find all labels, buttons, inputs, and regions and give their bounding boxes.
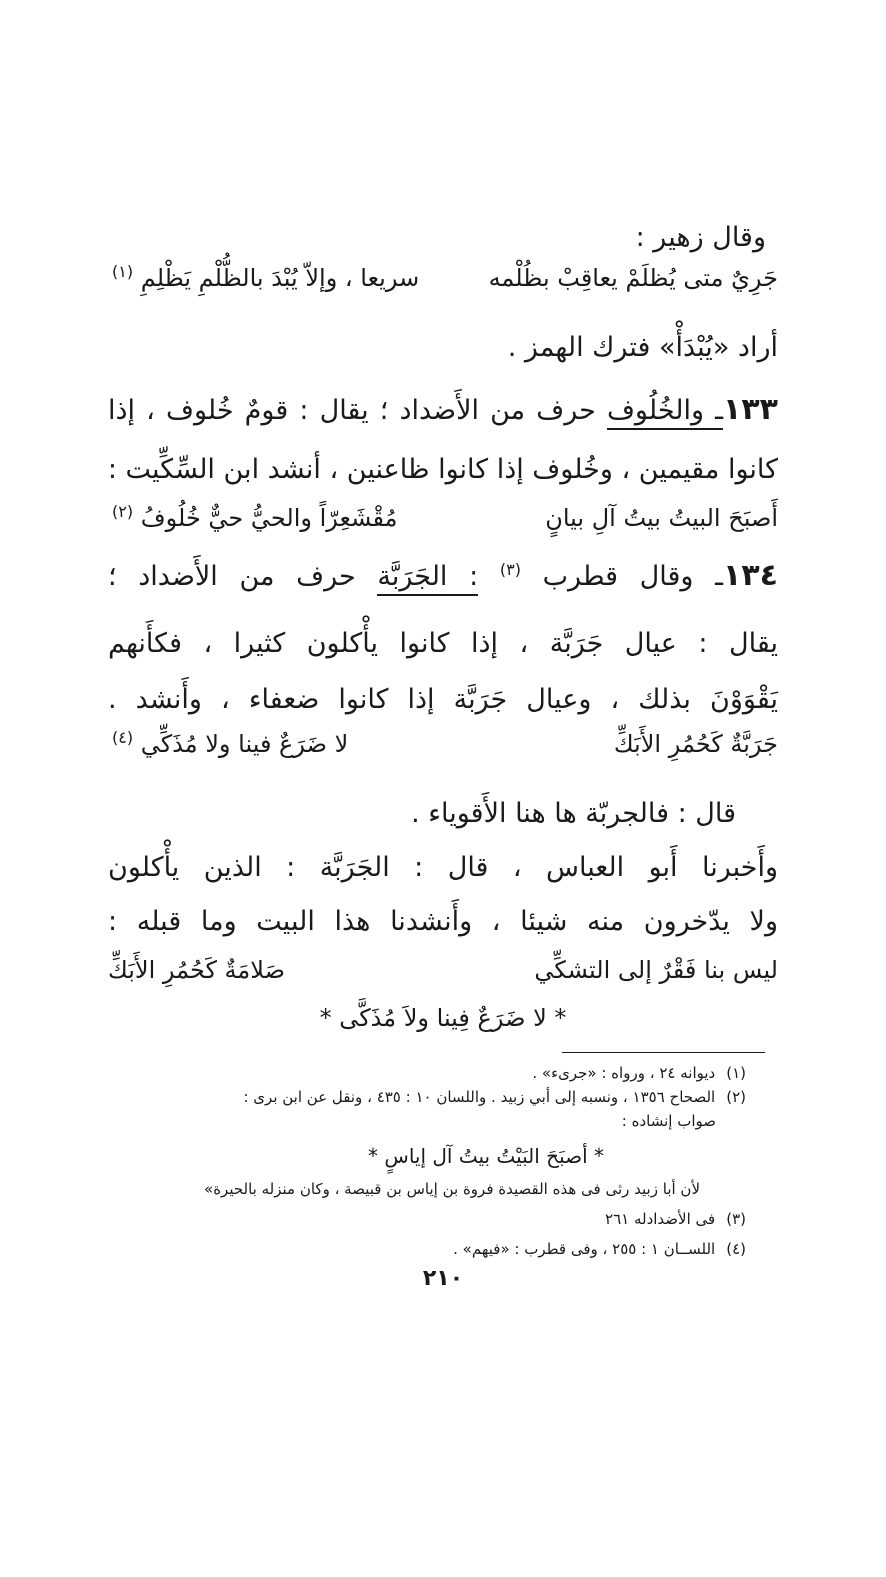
text-line-irad: أراد «يُبْدَأْ» فترك الهمز . bbox=[507, 332, 778, 363]
entry-number-133: ١٣٣ bbox=[723, 392, 778, 427]
text-line-yaqwawna: يَقْوَوْنَ بذلك ، وعيال جَرَبَّة إذا كانوا ضعفاء ، وأَنشد . bbox=[108, 684, 778, 715]
verse-line-1 bbox=[108, 262, 778, 292]
verse-4-second-hemistich bbox=[108, 956, 285, 984]
entry-133-heading-line bbox=[108, 392, 778, 427]
footnote-2-explanation: لأن أبا زبيد رثى فى هذه القصيدة فروة بن إياس بن قبيصة ، وكان منزله بالحيرة» bbox=[204, 1180, 700, 1198]
verse-1-second-hemistich bbox=[108, 262, 419, 292]
verse-line-4 bbox=[108, 956, 778, 984]
verse-4-first-text: ليس بنا فَقْرٌ إلى التشكِّي bbox=[534, 956, 778, 984]
footnote-4-text: اللســان ١ : ٢٥٥ ، وفى قطرب : «فيهم» . bbox=[453, 1240, 716, 1258]
verse-1-second-text: سريعا ، وإلاّ يُبْدَ بالظُّلْمِ يَظْلِمِ bbox=[140, 264, 420, 292]
verse-2-second-text: مُقْشَعِرّاً والحيُّ حيٌّ خُلُوفُ bbox=[140, 504, 398, 532]
page-number: ٢١٠ bbox=[422, 1266, 464, 1291]
verse-1-first-text: جَرِيٌ متى يُظلَمْ يعاقِبْ بظُلْمه bbox=[488, 264, 778, 292]
verse-1-first-hemistich bbox=[489, 264, 778, 292]
verse-2-second-hemistich bbox=[108, 502, 397, 532]
footnote-ref-4: (٤) bbox=[112, 728, 134, 747]
footnote-2 bbox=[243, 1088, 746, 1106]
verse-4-first-hemistich bbox=[534, 956, 778, 984]
footnote-separator bbox=[562, 1052, 765, 1053]
text-line-akhbarana: وأَخبرنا أَبو العباس ، قال : الجَرَبَّة : الذين يأْكلون bbox=[108, 852, 778, 883]
entry-134-heading-line bbox=[108, 558, 778, 593]
verse-line-3 bbox=[108, 728, 778, 758]
entry-134-lead: ـ وقال قطرب bbox=[542, 561, 724, 592]
footnote-ref-1: (١) bbox=[112, 262, 134, 281]
verse-3-first-text: جَرَبَّةٌ كَحُمُرِ الأَبَكِّ bbox=[613, 730, 778, 758]
entry-133-text: حرف من الأَضداد ؛ يقال : قومٌ خُلوف ، إذا bbox=[108, 395, 596, 426]
footnote-3 bbox=[605, 1210, 746, 1228]
footnote-3-number: (٣) bbox=[726, 1210, 746, 1228]
text-line-yuqal: يقال : عيال جَرَبَّة ، إذا كانوا يأْكلون كثيرا ، فكأَنهم bbox=[108, 628, 778, 659]
footnote-3-text: فى الأضدادله ٢٦١ bbox=[605, 1210, 716, 1228]
footnote-4 bbox=[453, 1240, 746, 1258]
verse-2-first-hemistich bbox=[545, 504, 778, 532]
verse-3-second-hemistich bbox=[108, 728, 348, 758]
verse-2-first-text: أَصبَحَ البيتُ بيتُ آلِ بيانٍ bbox=[545, 504, 778, 532]
entry-number-134: ١٣٤ bbox=[723, 558, 778, 593]
verse-3-first-hemistich bbox=[614, 730, 778, 758]
entry-134-text: حرف من الأَضداد ؛ bbox=[108, 561, 356, 592]
text-line-wala: ولا يدّخرون منه شيئا ، وأَنشدنا هذا البيت وما قبله : bbox=[108, 906, 778, 937]
footnote-2-number: (٢) bbox=[726, 1088, 746, 1106]
footnote-4-number: (٤) bbox=[726, 1240, 746, 1258]
text-line-qala: قال : فالجربّة ها هنا الأَقوياء . bbox=[411, 798, 736, 829]
footnote-ref-3: (٣) bbox=[499, 560, 521, 579]
footnote-ref-2: (٢) bbox=[112, 502, 134, 521]
entry-134-term: : الجَرَبَّة bbox=[377, 561, 478, 596]
footnote-1-text: ديوانه ٢٤ ، ورواه : «جرىء» . bbox=[532, 1064, 716, 1082]
verse-4-second-text: صَلامَةٌ كَحُمُرِ الأَبَكِّ bbox=[108, 956, 285, 984]
footnote-1 bbox=[532, 1064, 746, 1082]
footnote-2-continuation: صواب إنشاده : bbox=[621, 1112, 716, 1130]
footnote-2-text: الصحاح ١٣٥٦ ، ونسبه إلى أبي زبيد . واللسان ١٠ : ٤٣٥ ، ونقل عن ابن برى : bbox=[243, 1088, 716, 1106]
verse-3-second-text: لا ضَرَعٌ فينا ولا مُذَكِّي bbox=[140, 730, 349, 758]
verse-line-2 bbox=[108, 502, 778, 532]
footnote-2-verse: * أصبَحَ البَيْتُ بيتُ آل إياسٍ * bbox=[368, 1144, 604, 1168]
intro-line: وقال زهير : bbox=[635, 222, 766, 253]
footnote-1-number: (١) bbox=[726, 1064, 746, 1082]
verse-line-4b: * لا ضَرَعٌ فِينا ولاَ مُذَكَّى * bbox=[319, 1004, 567, 1032]
entry-133-term: ـ والخُلُوف bbox=[607, 395, 723, 430]
text-line-kanu: كانوا مقيمين ، وخُلوف إذا كانوا ظاعنين ، أنشد ابن السِّكِّيت : bbox=[107, 454, 778, 485]
